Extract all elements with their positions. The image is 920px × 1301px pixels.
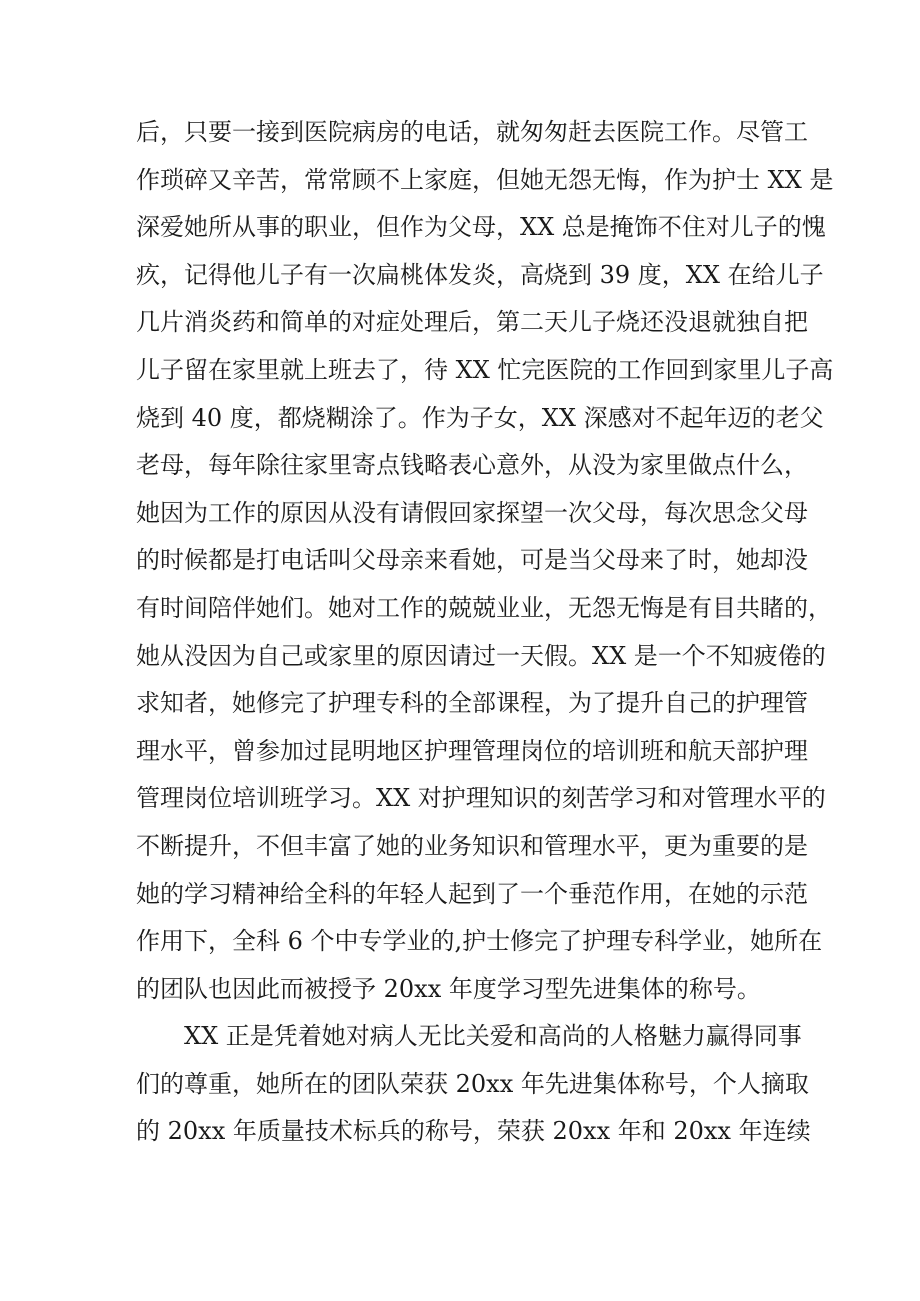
- text-line: 作琐碎又辛苦，常常顾不上家庭，但她无怨无悔，作为护士 XX 是: [136, 165, 834, 194]
- text-line: 深爱她所从事的职业，但作为父母，XX 总是掩饰不住对儿子的愧: [136, 213, 826, 242]
- text-line: 的 20xx 年质量技术标兵的称号，荣获 20xx 年和 20xx 年连续: [136, 1117, 811, 1146]
- text-line: 的时候都是打电话叫父母亲来看她，可是当父母来了时，她却没: [136, 546, 808, 575]
- text-line: 她从没因为自己或家里的原因请过一天假。XX 是一个不知疲倦的: [136, 641, 826, 670]
- text-line: 管理岗位培训班学习。XX 对护理知识的刻苦学习和对管理水平的: [136, 784, 826, 813]
- text-line: 几片消炎药和简单的对症处理后，第二天儿子烧还没退就独自把: [136, 308, 808, 337]
- text-line: 理水平，曾参加过昆明地区护理管理岗位的培训班和航天部护理: [136, 736, 808, 765]
- text-line: 儿子留在家里就上班去了，待 XX 忙完医院的工作回到家里儿子高: [136, 355, 834, 384]
- text-line: 不断提升，不但丰富了她的业务知识和管理水平，更为重要的是: [136, 831, 808, 860]
- text-line: 她的学习精神给全科的年轻人起到了一个垂范作用，在她的示范: [136, 879, 808, 908]
- text-line: 们的尊重，她所在的团队荣获 20xx 年先进集体称号，个人摘取: [136, 1069, 809, 1098]
- paragraph-start-line: XX 正是凭着她对病人无比关爱和高尚的人格魅力赢得同事: [184, 1022, 802, 1051]
- text-line: 疚，记得他儿子有一次扁桃体发炎，高烧到 39 度，XX 在给儿子: [136, 260, 824, 289]
- text-line: 的团队也因此而被授予 20xx 年度学习型先进集体的称号。: [136, 974, 761, 1003]
- text-line: 后，只要一接到医院病房的电话，就匆匆赶去医院工作。尽管工: [136, 118, 808, 146]
- body-text: [136, 109, 834, 1156]
- text-line: 她因为工作的原因从没有请假回家探望一次父母，每次思念父母: [136, 498, 808, 527]
- text-line: 作用下，全科 6 个中专学业的,护士修完了护理专科学业，她所在: [136, 927, 823, 956]
- text-line: 求知者，她修完了护理专科的全部课程，为了提升自己的护理管: [136, 689, 808, 718]
- text-line: 有时间陪伴她们。她对工作的兢兢业业，无怨无悔是有目共睹的，: [136, 593, 832, 622]
- text-line: 老母，每年除往家里寄点钱略表心意外，从没为家里做点什么，: [136, 451, 808, 480]
- text-line: 烧到 40 度，都烧糊涂了。作为子女，XX 深感对不起年迈的老父: [136, 403, 824, 432]
